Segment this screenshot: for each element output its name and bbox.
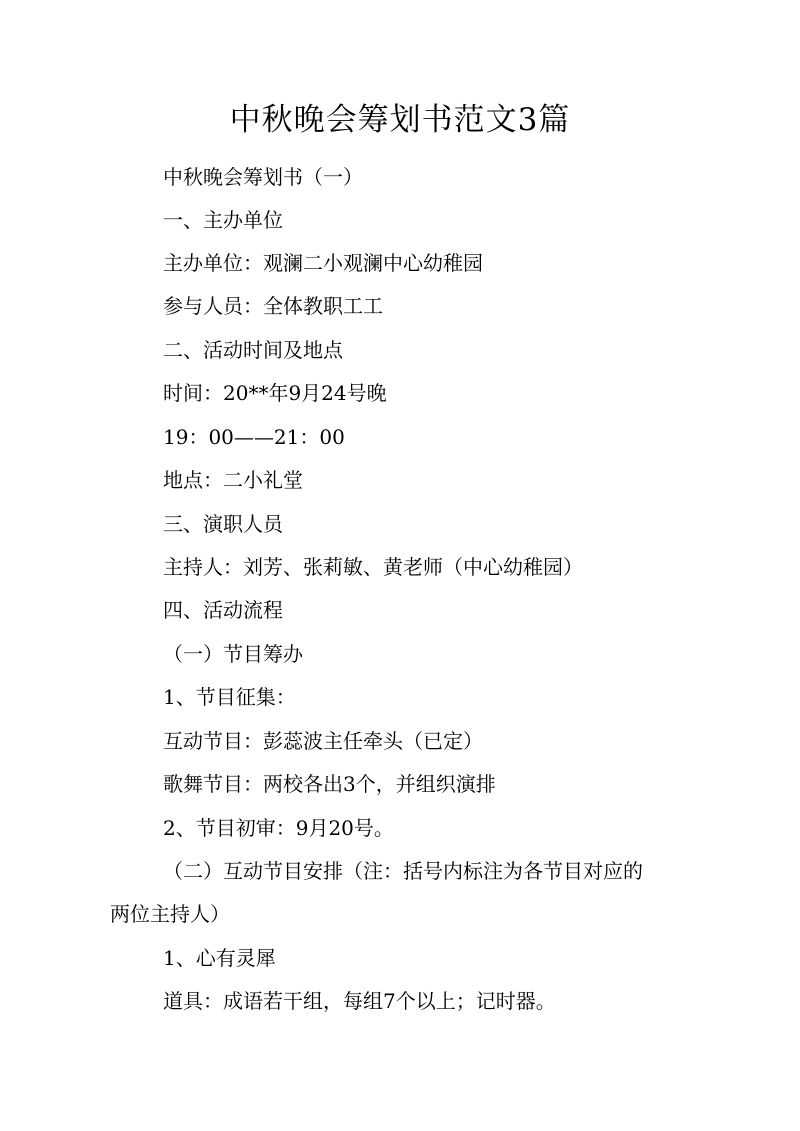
time-text: 时间：20**年9月24号晚 bbox=[163, 381, 387, 405]
organizer-text: 主办单位：观澜二小观澜中心幼稚园 bbox=[163, 251, 483, 275]
program-review-text: 2、节目初审：9月20号。 bbox=[163, 816, 394, 840]
document-title: 中秋晚会筹划书范文3篇 bbox=[229, 102, 571, 138]
subsection-interactive-arrangement-cont: 两位主持人） bbox=[110, 902, 230, 926]
interactive-program-text: 互动节目：彭蕊波主任牵头（已定） bbox=[163, 729, 483, 753]
hosts-text: 主持人：刘芳、张莉敏、黄老师（中心幼稚园） bbox=[163, 555, 583, 579]
place-text: 地点：二小礼堂 bbox=[163, 468, 303, 492]
subsection-program-prep: （一）节目筹办 bbox=[163, 642, 303, 666]
game-heart-sync-text: 1、心有灵犀 bbox=[163, 946, 276, 970]
program-collection-text: 1、节目征集： bbox=[163, 685, 296, 709]
section-heading-process: 四、活动流程 bbox=[163, 598, 283, 622]
section-heading-time-place: 二、活动时间及地点 bbox=[163, 338, 343, 362]
props-text: 道具：成语若干组，每组7个以上；记时器。 bbox=[163, 989, 556, 1013]
section-heading-organizer: 一、主办单位 bbox=[163, 208, 283, 232]
time-range-text: 19：00——21：00 bbox=[163, 425, 345, 449]
subsection-interactive-arrangement: （二）互动节目安排（注：括号内标注为各节目对应的 bbox=[163, 859, 643, 883]
section-heading-staff: 三、演职人员 bbox=[163, 512, 283, 536]
song-dance-program-text: 歌舞节目：两校各出3个，并组织演排 bbox=[163, 772, 496, 796]
participants-text: 参与人员：全体教职工工 bbox=[163, 294, 383, 318]
subtitle-plan-one: 中秋晚会筹划书（一） bbox=[163, 165, 363, 189]
